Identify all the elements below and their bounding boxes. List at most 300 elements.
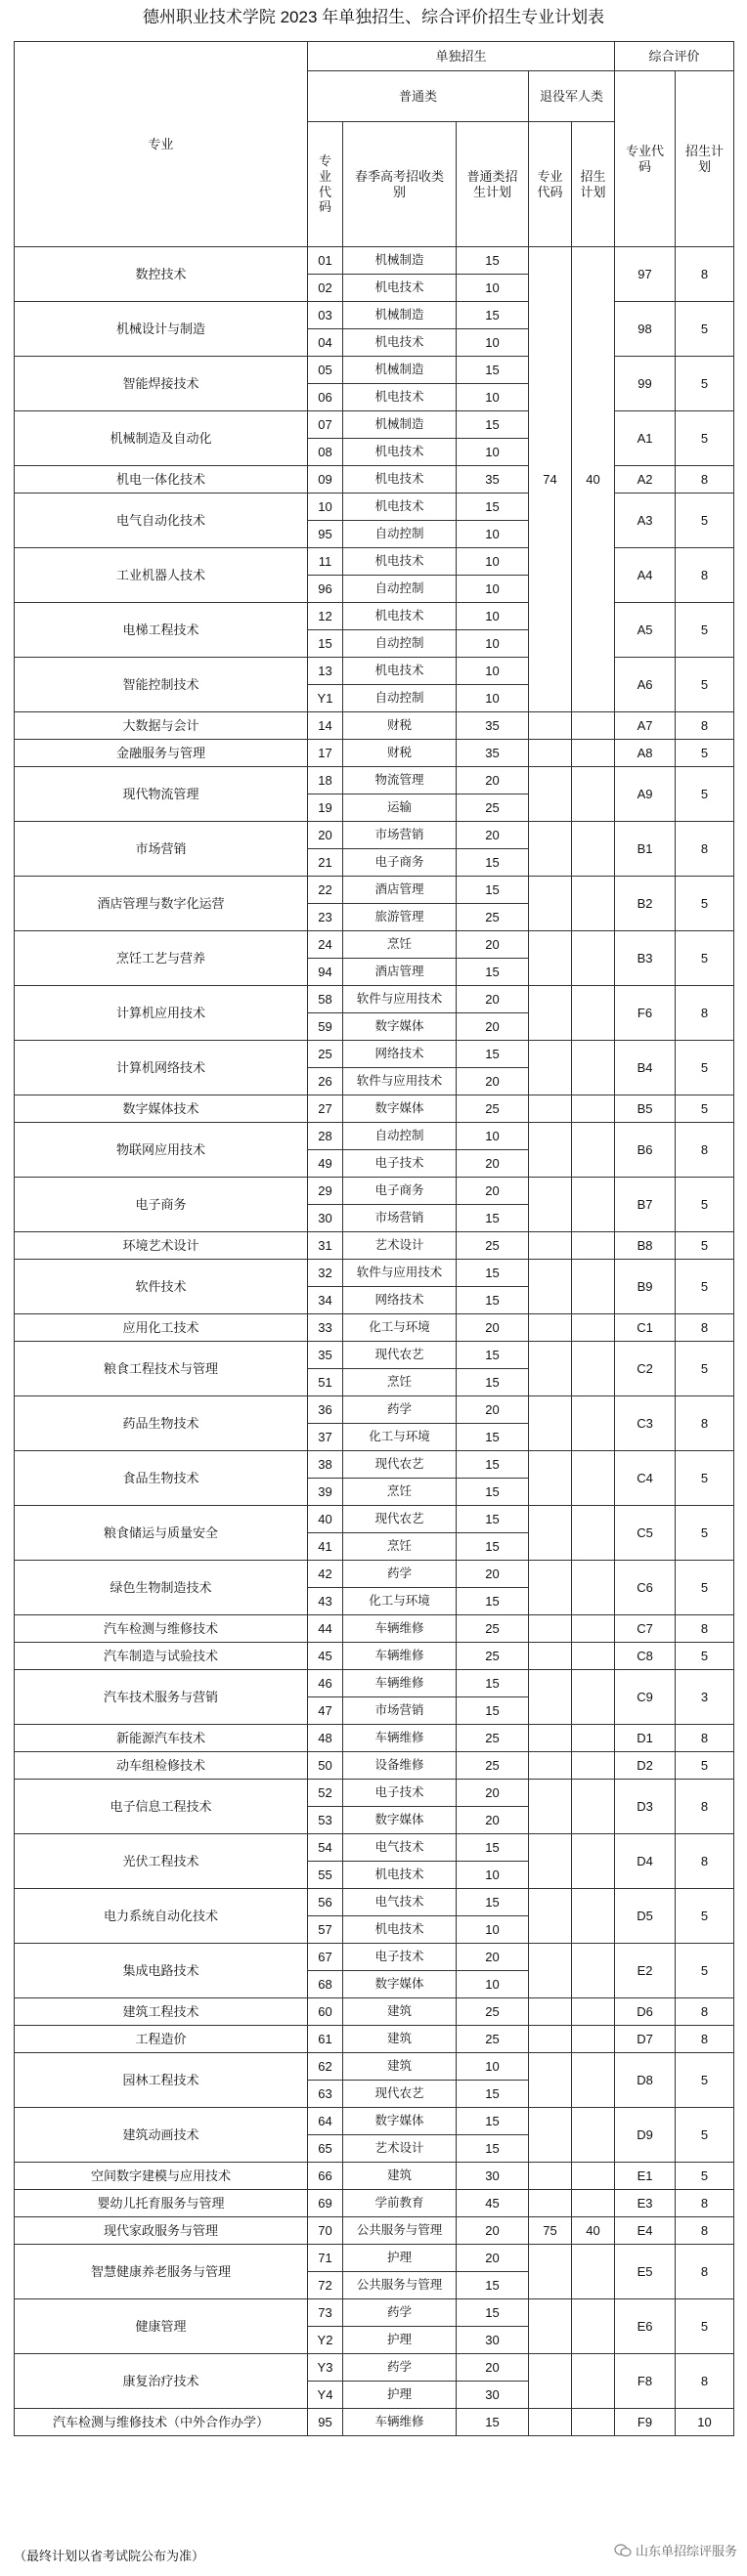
- veteran-plan-empty: [572, 986, 615, 1041]
- exam-category: 机电技术: [343, 329, 457, 357]
- exam-category: 烹饪: [343, 931, 457, 959]
- veteran-major-code-empty: [529, 1342, 572, 1396]
- exam-category: 建筑: [343, 2026, 457, 2053]
- comp-major-code: D5: [615, 1889, 676, 1944]
- veteran-plan-empty: [572, 1260, 615, 1314]
- normal-plan: 20: [457, 1944, 529, 1971]
- normal-plan: 10: [457, 439, 529, 466]
- major-code: 20: [308, 822, 343, 849]
- major-code: 60: [308, 1998, 343, 2026]
- major-name: 汽车技术服务与营销: [15, 1670, 308, 1725]
- major-code: 29: [308, 1178, 343, 1205]
- major-code: 96: [308, 576, 343, 603]
- major-code: 09: [308, 466, 343, 494]
- major-code: Y4: [308, 2382, 343, 2409]
- comp-major-code: E6: [615, 2299, 676, 2354]
- veteran-major-code-empty: [529, 2245, 572, 2299]
- major-code: 10: [308, 494, 343, 521]
- table-row: [15, 494, 734, 521]
- exam-category: 机电技术: [343, 548, 457, 576]
- table-row: [15, 658, 734, 685]
- exam-category: 数字媒体: [343, 2108, 457, 2135]
- veteran-major-code-empty: [529, 1615, 572, 1643]
- normal-plan: 15: [457, 411, 529, 439]
- normal-plan: 15: [457, 849, 529, 877]
- normal-plan: 45: [457, 2190, 529, 2217]
- normal-plan: 30: [457, 2327, 529, 2354]
- exam-category: 艺术设计: [343, 2135, 457, 2163]
- exam-category: 机电技术: [343, 384, 457, 411]
- veteran-major-code-empty: [529, 1123, 572, 1178]
- veteran-plan-empty: [572, 1944, 615, 1998]
- major-code: 04: [308, 329, 343, 357]
- exam-category: 自动控制: [343, 1123, 457, 1150]
- normal-plan: 10: [457, 1862, 529, 1889]
- veteran-plan-empty: [572, 1561, 615, 1615]
- exam-category: 运输: [343, 794, 457, 822]
- comp-plan: 5: [676, 1095, 734, 1123]
- comp-major-code: A4: [615, 548, 676, 603]
- major-name: 电力系统自动化技术: [15, 1889, 308, 1944]
- exam-category: 现代农艺: [343, 1342, 457, 1369]
- exam-category: 烹饪: [343, 1369, 457, 1396]
- normal-plan: 10: [457, 1971, 529, 1998]
- major-code: 14: [308, 712, 343, 740]
- comp-plan: 5: [676, 357, 734, 411]
- major-name: 健康管理: [15, 2299, 308, 2354]
- major-code: Y1: [308, 685, 343, 712]
- normal-plan: 20: [457, 1150, 529, 1178]
- normal-plan: 10: [457, 1916, 529, 1944]
- watermark: [614, 2541, 737, 2559]
- comp-major-code: D7: [615, 2026, 676, 2053]
- comp-plan: 8: [676, 2190, 734, 2217]
- exam-category: 自动控制: [343, 630, 457, 658]
- comp-plan: 8: [676, 1615, 734, 1643]
- major-code: 47: [308, 1697, 343, 1725]
- exam-category: 机电技术: [343, 494, 457, 521]
- exam-category: 机电技术: [343, 439, 457, 466]
- normal-plan: 15: [457, 1369, 529, 1396]
- major-name: 物联网应用技术: [15, 1123, 308, 1178]
- table-row: [15, 1451, 734, 1479]
- normal-plan: 35: [457, 712, 529, 740]
- veteran-plan-empty: [572, 2409, 615, 2436]
- comp-major-code: A3: [615, 494, 676, 548]
- veteran-plan-empty: [572, 1396, 615, 1451]
- normal-plan: 15: [457, 357, 529, 384]
- exam-category: 电子技术: [343, 1150, 457, 1178]
- table-row: [15, 1314, 734, 1342]
- table-row: [15, 1944, 734, 1971]
- veteran-major-code-empty: [529, 1451, 572, 1506]
- veteran-plan: 40: [572, 2217, 615, 2245]
- table-row: [15, 2245, 734, 2272]
- major-name: 计算机应用技术: [15, 986, 308, 1041]
- major-name: 计算机网络技术: [15, 1041, 308, 1095]
- veteran-plan-empty: [572, 931, 615, 986]
- veteran-major-code-empty: [529, 986, 572, 1041]
- table-row: [15, 1342, 734, 1369]
- exam-category: 市场营销: [343, 1697, 457, 1725]
- veteran-major-code-empty: [529, 1752, 572, 1780]
- major-code: 19: [308, 794, 343, 822]
- exam-category: 药学: [343, 2354, 457, 2382]
- comp-plan: 8: [676, 1834, 734, 1889]
- normal-plan: 35: [457, 466, 529, 494]
- exam-category: 电气技术: [343, 1834, 457, 1862]
- veteran-major-code-empty: [529, 1944, 572, 1998]
- normal-plan: 25: [457, 904, 529, 931]
- veteran-plan-empty: [572, 2245, 615, 2299]
- comp-major-code: D8: [615, 2053, 676, 2108]
- exam-category: 烹饪: [343, 1533, 457, 1561]
- header-single-enrollment: 单独招生: [308, 42, 615, 71]
- veteran-plan-empty: [572, 740, 615, 767]
- comp-major-code: 97: [615, 247, 676, 302]
- major-name: 工业机器人技术: [15, 548, 308, 603]
- veteran-major-code-empty: [529, 2163, 572, 2190]
- exam-category: 建筑: [343, 2053, 457, 2081]
- normal-plan: 10: [457, 685, 529, 712]
- veteran-major-code-empty: [529, 931, 572, 986]
- major-code: 18: [308, 767, 343, 794]
- exam-category: 化工与环境: [343, 1314, 457, 1342]
- major-name: 动车组检修技术: [15, 1752, 308, 1780]
- veteran-major-code-empty: [529, 2026, 572, 2053]
- table-row: [15, 1752, 734, 1780]
- major-code: 33: [308, 1314, 343, 1342]
- major-name: 市场营销: [15, 822, 308, 877]
- normal-plan: 25: [457, 1725, 529, 1752]
- normal-plan: 20: [457, 2354, 529, 2382]
- comp-major-code: D3: [615, 1780, 676, 1834]
- exam-category: 机械制造: [343, 302, 457, 329]
- exam-category: 公共服务与管理: [343, 2217, 457, 2245]
- major-code: Y3: [308, 2354, 343, 2382]
- veteran-major-code: 75: [529, 2217, 572, 2245]
- normal-plan: 10: [457, 384, 529, 411]
- normal-plan: 15: [457, 1697, 529, 1725]
- exam-category: 车辆维修: [343, 1670, 457, 1697]
- major-code: 22: [308, 877, 343, 904]
- normal-plan: 25: [457, 794, 529, 822]
- comp-major-code: D2: [615, 1752, 676, 1780]
- veteran-major-code-empty: [529, 1095, 572, 1123]
- major-code: 26: [308, 1068, 343, 1095]
- table-row: [15, 2053, 734, 2081]
- normal-plan: 15: [457, 1588, 529, 1615]
- comp-major-code: C5: [615, 1506, 676, 1561]
- comp-plan: 5: [676, 1561, 734, 1615]
- comp-major-code: 98: [615, 302, 676, 357]
- exam-category: 财税: [343, 712, 457, 740]
- exam-category: 车辆维修: [343, 1615, 457, 1643]
- normal-plan: 20: [457, 931, 529, 959]
- veteran-plan-empty: [572, 1123, 615, 1178]
- veteran-plan-empty: [572, 1998, 615, 2026]
- major-name: 婴幼儿托育服务与管理: [15, 2190, 308, 2217]
- comp-plan: 5: [676, 1041, 734, 1095]
- normal-plan: 15: [457, 1287, 529, 1314]
- veteran-major-code-empty: [529, 1834, 572, 1889]
- exam-category: 化工与环境: [343, 1588, 457, 1615]
- comp-plan: 5: [676, 1752, 734, 1780]
- normal-plan: 10: [457, 603, 529, 630]
- table-row: [15, 2108, 734, 2135]
- exam-category: 护理: [343, 2327, 457, 2354]
- table-row: [15, 2217, 734, 2245]
- normal-plan: 15: [457, 1506, 529, 1533]
- veteran-plan-empty: [572, 1889, 615, 1944]
- table-row: [15, 2354, 734, 2382]
- exam-category: 电气技术: [343, 1889, 457, 1916]
- exam-category: 车辆维修: [343, 2409, 457, 2436]
- normal-plan: 20: [457, 986, 529, 1013]
- exam-category: 机电技术: [343, 275, 457, 302]
- veteran-plan-empty: [572, 1725, 615, 1752]
- major-name: 空间数字建模与应用技术: [15, 2163, 308, 2190]
- normal-plan: 10: [457, 1123, 529, 1150]
- major-name: 智慧健康养老服务与管理: [15, 2245, 308, 2299]
- major-name: 药品生物技术: [15, 1396, 308, 1451]
- normal-plan: 10: [457, 521, 529, 548]
- veteran-plan-empty: [572, 2108, 615, 2163]
- major-code: 11: [308, 548, 343, 576]
- major-name: 金融服务与管理: [15, 740, 308, 767]
- major-name: 环境艺术设计: [15, 1232, 308, 1260]
- major-code: 48: [308, 1725, 343, 1752]
- veteran-major-code-empty: [529, 877, 572, 931]
- comp-major-code: A9: [615, 767, 676, 822]
- major-code: 28: [308, 1123, 343, 1150]
- major-code: 32: [308, 1260, 343, 1287]
- major-name: 汽车制造与试验技术: [15, 1643, 308, 1670]
- major-code: 34: [308, 1287, 343, 1314]
- table-row: [15, 1095, 734, 1123]
- exam-category: 数字媒体: [343, 1095, 457, 1123]
- header-comp-plan: 招生计划: [676, 71, 734, 247]
- normal-plan: 20: [457, 2217, 529, 2245]
- exam-category: 酒店管理: [343, 877, 457, 904]
- table-row: [15, 357, 734, 384]
- header-normal-plan: 普通类招生计划: [457, 122, 529, 247]
- normal-plan: 20: [457, 1396, 529, 1424]
- major-code: 06: [308, 384, 343, 411]
- exam-category: 酒店管理: [343, 959, 457, 986]
- normal-plan: 10: [457, 548, 529, 576]
- comp-plan: 8: [676, 1314, 734, 1342]
- table-row: [15, 767, 734, 794]
- comp-plan: 5: [676, 1451, 734, 1506]
- comp-plan: 8: [676, 2354, 734, 2409]
- major-code: 64: [308, 2108, 343, 2135]
- major-code: 15: [308, 630, 343, 658]
- major-name: 粮食工程技术与管理: [15, 1342, 308, 1396]
- normal-plan: 15: [457, 2081, 529, 2108]
- comp-plan: 8: [676, 1998, 734, 2026]
- major-code: 68: [308, 1971, 343, 1998]
- comp-major-code: E2: [615, 1944, 676, 1998]
- exam-category: 软件与应用技术: [343, 1068, 457, 1095]
- comp-plan: 5: [676, 1178, 734, 1232]
- comp-plan: 8: [676, 548, 734, 603]
- table-row: [15, 931, 734, 959]
- veteran-major-code-empty: [529, 1780, 572, 1834]
- major-code: 62: [308, 2053, 343, 2081]
- exam-category: 建筑: [343, 2163, 457, 2190]
- table-row: [15, 2163, 734, 2190]
- comp-major-code: A8: [615, 740, 676, 767]
- major-name: 软件技术: [15, 1260, 308, 1314]
- table-body: [15, 247, 734, 2436]
- comp-plan: 5: [676, 1506, 734, 1561]
- comp-plan: 5: [676, 1342, 734, 1396]
- normal-plan: 10: [457, 630, 529, 658]
- exam-category: 自动控制: [343, 521, 457, 548]
- exam-category: 电子商务: [343, 1178, 457, 1205]
- major-code: 37: [308, 1424, 343, 1451]
- major-code: 56: [308, 1889, 343, 1916]
- major-code: 42: [308, 1561, 343, 1588]
- major-code: 36: [308, 1396, 343, 1424]
- comp-plan: 8: [676, 2217, 734, 2245]
- major-code: 65: [308, 2135, 343, 2163]
- major-code: 46: [308, 1670, 343, 1697]
- veteran-plan-empty: [572, 1506, 615, 1561]
- comp-major-code: E3: [615, 2190, 676, 2217]
- exam-category: 自动控制: [343, 576, 457, 603]
- major-code: 21: [308, 849, 343, 877]
- major-name: 电梯工程技术: [15, 603, 308, 658]
- major-name: 新能源汽车技术: [15, 1725, 308, 1752]
- normal-plan: 10: [457, 576, 529, 603]
- normal-plan: 15: [457, 2135, 529, 2163]
- major-code: 13: [308, 658, 343, 685]
- table-row: [15, 1396, 734, 1424]
- veteran-plan-empty: [572, 2163, 615, 2190]
- exam-category: 电子技术: [343, 1780, 457, 1807]
- exam-category: 设备维修: [343, 1752, 457, 1780]
- normal-plan: 15: [457, 1451, 529, 1479]
- major-code: 67: [308, 1944, 343, 1971]
- major-code: 08: [308, 439, 343, 466]
- normal-plan: 30: [457, 2163, 529, 2190]
- major-code: 03: [308, 302, 343, 329]
- normal-plan: 20: [457, 1068, 529, 1095]
- veteran-plan-empty: [572, 2299, 615, 2354]
- table-row: [15, 2299, 734, 2327]
- table-row: [15, 247, 734, 275]
- major-code: 52: [308, 1780, 343, 1807]
- major-code: 53: [308, 1807, 343, 1834]
- table-row: [15, 1561, 734, 1588]
- exam-category: 药学: [343, 2299, 457, 2327]
- major-name: 大数据与会计: [15, 712, 308, 740]
- table-row: [15, 302, 734, 329]
- veteran-plan-empty: [572, 712, 615, 740]
- major-name: 集成电路技术: [15, 1944, 308, 1998]
- header-comp-major-code: 专业代码: [615, 71, 676, 247]
- major-code: 58: [308, 986, 343, 1013]
- major-code: 25: [308, 1041, 343, 1068]
- exam-category: 车辆维修: [343, 1725, 457, 1752]
- comp-major-code: B8: [615, 1232, 676, 1260]
- normal-plan: 20: [457, 1807, 529, 1834]
- table-row: [15, 1615, 734, 1643]
- normal-plan: 15: [457, 1205, 529, 1232]
- comp-major-code: B7: [615, 1178, 676, 1232]
- veteran-major-code-empty: [529, 2299, 572, 2354]
- comp-major-code: C3: [615, 1396, 676, 1451]
- major-code: 54: [308, 1834, 343, 1862]
- major-name: 机械设计与制造: [15, 302, 308, 357]
- normal-plan: 15: [457, 247, 529, 275]
- comp-major-code: E4: [615, 2217, 676, 2245]
- veteran-major-code-empty: [529, 2190, 572, 2217]
- comp-major-code: C7: [615, 1615, 676, 1643]
- veteran-major-code-empty: [529, 740, 572, 767]
- major-code: 24: [308, 931, 343, 959]
- comp-plan: 5: [676, 302, 734, 357]
- veteran-plan-empty: [572, 1232, 615, 1260]
- exam-category: 数字媒体: [343, 1013, 457, 1041]
- comp-plan: 5: [676, 1944, 734, 1998]
- exam-category: 电子商务: [343, 849, 457, 877]
- major-name: 应用化工技术: [15, 1314, 308, 1342]
- major-code: 27: [308, 1095, 343, 1123]
- comp-major-code: B5: [615, 1095, 676, 1123]
- normal-plan: 10: [457, 275, 529, 302]
- veteran-plan-empty: [572, 1615, 615, 1643]
- major-name: 康复治疗技术: [15, 2354, 308, 2409]
- comp-major-code: C4: [615, 1451, 676, 1506]
- veteran-major-code-empty: [529, 2053, 572, 2108]
- major-code: 05: [308, 357, 343, 384]
- comp-plan: 8: [676, 2026, 734, 2053]
- exam-category: 机电技术: [343, 658, 457, 685]
- table-row: [15, 1834, 734, 1862]
- comp-plan: 5: [676, 740, 734, 767]
- comp-plan: 8: [676, 2245, 734, 2299]
- major-code: 49: [308, 1150, 343, 1178]
- comp-major-code: B6: [615, 1123, 676, 1178]
- exam-category: 物流管理: [343, 767, 457, 794]
- comp-plan: 10: [676, 2409, 734, 2436]
- major-name: 建筑动画技术: [15, 2108, 308, 2163]
- major-name: 电子商务: [15, 1178, 308, 1232]
- enrollment-plan-table: [14, 41, 734, 2436]
- normal-plan: 25: [457, 1615, 529, 1643]
- major-name: 绿色生物制造技术: [15, 1561, 308, 1615]
- major-name: 机电一体化技术: [15, 466, 308, 494]
- exam-category: 机械制造: [343, 247, 457, 275]
- table-row: [15, 1041, 734, 1068]
- normal-plan: 25: [457, 1232, 529, 1260]
- comp-major-code: E1: [615, 2163, 676, 2190]
- veteran-major-code-empty: [529, 1670, 572, 1725]
- comp-major-code: C6: [615, 1561, 676, 1615]
- table-row: [15, 1670, 734, 1697]
- table-row: [15, 1260, 734, 1287]
- table-row: [15, 466, 734, 494]
- comp-plan: 5: [676, 2108, 734, 2163]
- major-code: 23: [308, 904, 343, 931]
- veteran-major-code-empty: [529, 1232, 572, 1260]
- major-code: 55: [308, 1862, 343, 1889]
- veteran-major-code-empty: [529, 1506, 572, 1561]
- comp-major-code: A2: [615, 466, 676, 494]
